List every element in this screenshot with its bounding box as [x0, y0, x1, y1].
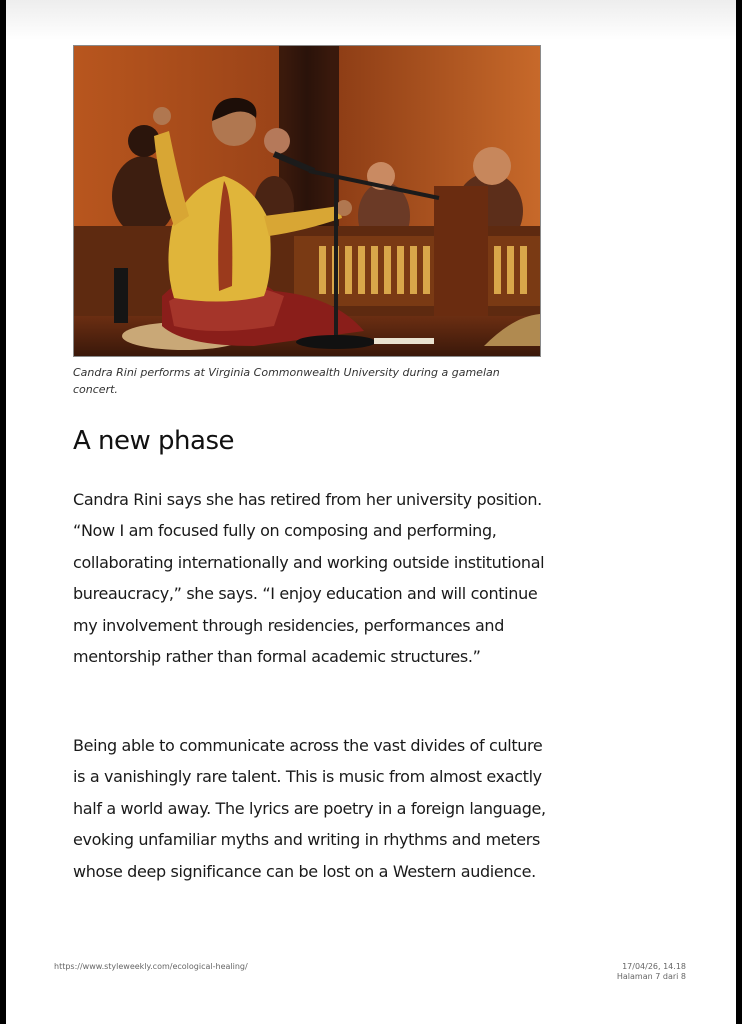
photo-caption: Candra Rini performs at Virginia Commonwealth University during a gamelan concert.: [73, 366, 500, 396]
footer-meta: [617, 962, 686, 982]
paragraph-2: Being able to communicate across the vast divides of culture is a vanishingly rare talent. This is music from almost exactly half a world away. The lyrics are poetry in a foreign language, evoking unfamiliar myths and writing in rhythms and meters whose deep significance can be lost on a Western audience.: [73, 736, 546, 881]
document-page: [6, 0, 736, 1024]
paragraph-1: Candra Rini says she has retired from her university position. “Now I am focused fully on composing and performing, collaborating internationally and working outside institutional bureaucracy,” she says. “I enjoy education and will continue my involvement through residencies, performances and mentorship rather than formal academic structures.”: [73, 490, 545, 667]
footer-page-number: Halaman 7 dari 8: [616, 972, 686, 981]
footer-url[interactable]: https://www.styleweekly.com/ecological-healing/: [54, 962, 248, 971]
section-heading: A new phase: [73, 426, 235, 456]
footer-datetime: 17/04/26, 14.18: [622, 962, 686, 971]
article-photo: [73, 45, 541, 357]
top-shade: [6, 0, 736, 40]
